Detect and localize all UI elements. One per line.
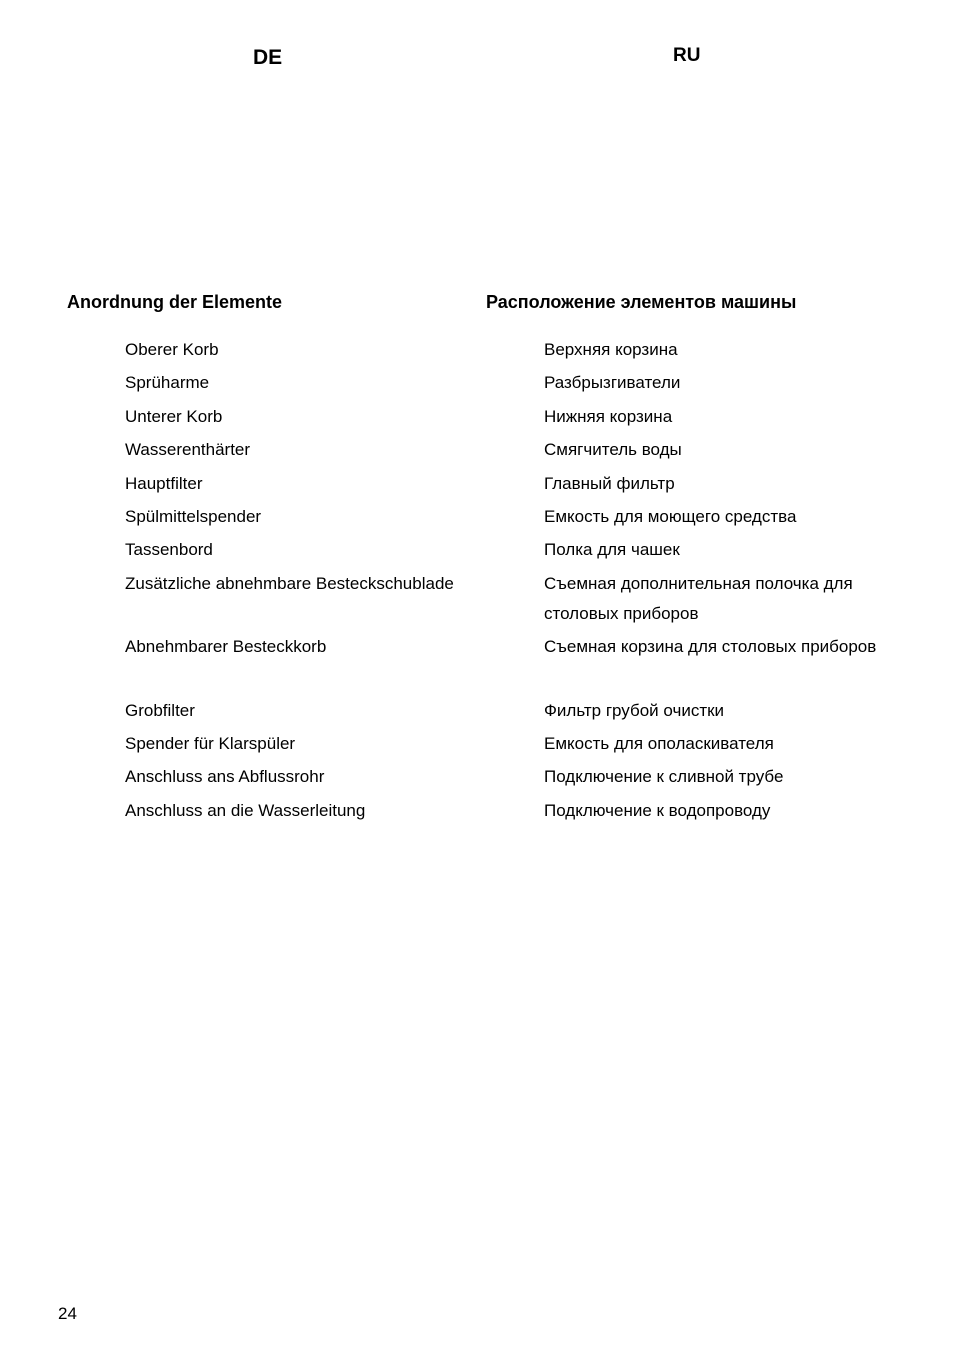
list-item: Подключение к водопроводу bbox=[544, 800, 771, 820]
list-item: Abnehmbarer Besteckkorb bbox=[125, 637, 327, 657]
list-item: Spender für Klarspüler bbox=[125, 733, 296, 753]
list-item: Oberer Korb bbox=[125, 340, 219, 359]
list-item: Полка для чашек bbox=[544, 540, 680, 560]
list-item: Anschluss ans Abflussrohr bbox=[125, 767, 325, 787]
list-item: Tassenbord bbox=[125, 540, 213, 560]
list-item: Anschluss an die Wasserleitung bbox=[125, 800, 366, 820]
list-item: Подключение к сливной трубе bbox=[544, 767, 784, 787]
list-item: Grobfilter bbox=[125, 700, 195, 720]
list-item: Нижняя корзина bbox=[544, 406, 673, 426]
list-item: Емкость для ополаскивателя bbox=[544, 733, 774, 753]
list-item: Разбрызгиватели bbox=[544, 373, 681, 393]
component-list-de bbox=[125, 335, 485, 829]
language-code-ru: RU bbox=[673, 45, 701, 66]
list-item: Wasserenthärter bbox=[125, 440, 251, 460]
list-item: Spülmittelspender bbox=[125, 506, 262, 526]
section-title-ru: Расположение элементов машины bbox=[486, 292, 797, 312]
list-item: Unterer Korb bbox=[125, 406, 223, 426]
page-number: 24 bbox=[58, 1304, 77, 1323]
list-item: Zusätzliche abnehmbare Besteckschublade bbox=[125, 573, 454, 593]
list-item: Съемная корзина для столовых приборов bbox=[544, 637, 877, 657]
section-title-de: Anordnung der Elemente bbox=[67, 292, 283, 312]
list-item: Верхняя корзина bbox=[544, 340, 678, 359]
list-item: Фильтр грубой очистки bbox=[544, 700, 725, 720]
list-item: Hauptfilter bbox=[125, 473, 203, 493]
list-item: Смягчитель воды bbox=[544, 440, 682, 460]
list-item: Главный фильтр bbox=[544, 473, 675, 493]
list-item: Sprüharme bbox=[125, 373, 210, 393]
component-list-ru bbox=[544, 335, 884, 829]
list-item: Съемная дополнительная полочка для столовых приборов bbox=[544, 573, 853, 623]
language-code-de: DE bbox=[253, 46, 283, 69]
list-item: Емкость для моющего средства bbox=[544, 506, 797, 526]
